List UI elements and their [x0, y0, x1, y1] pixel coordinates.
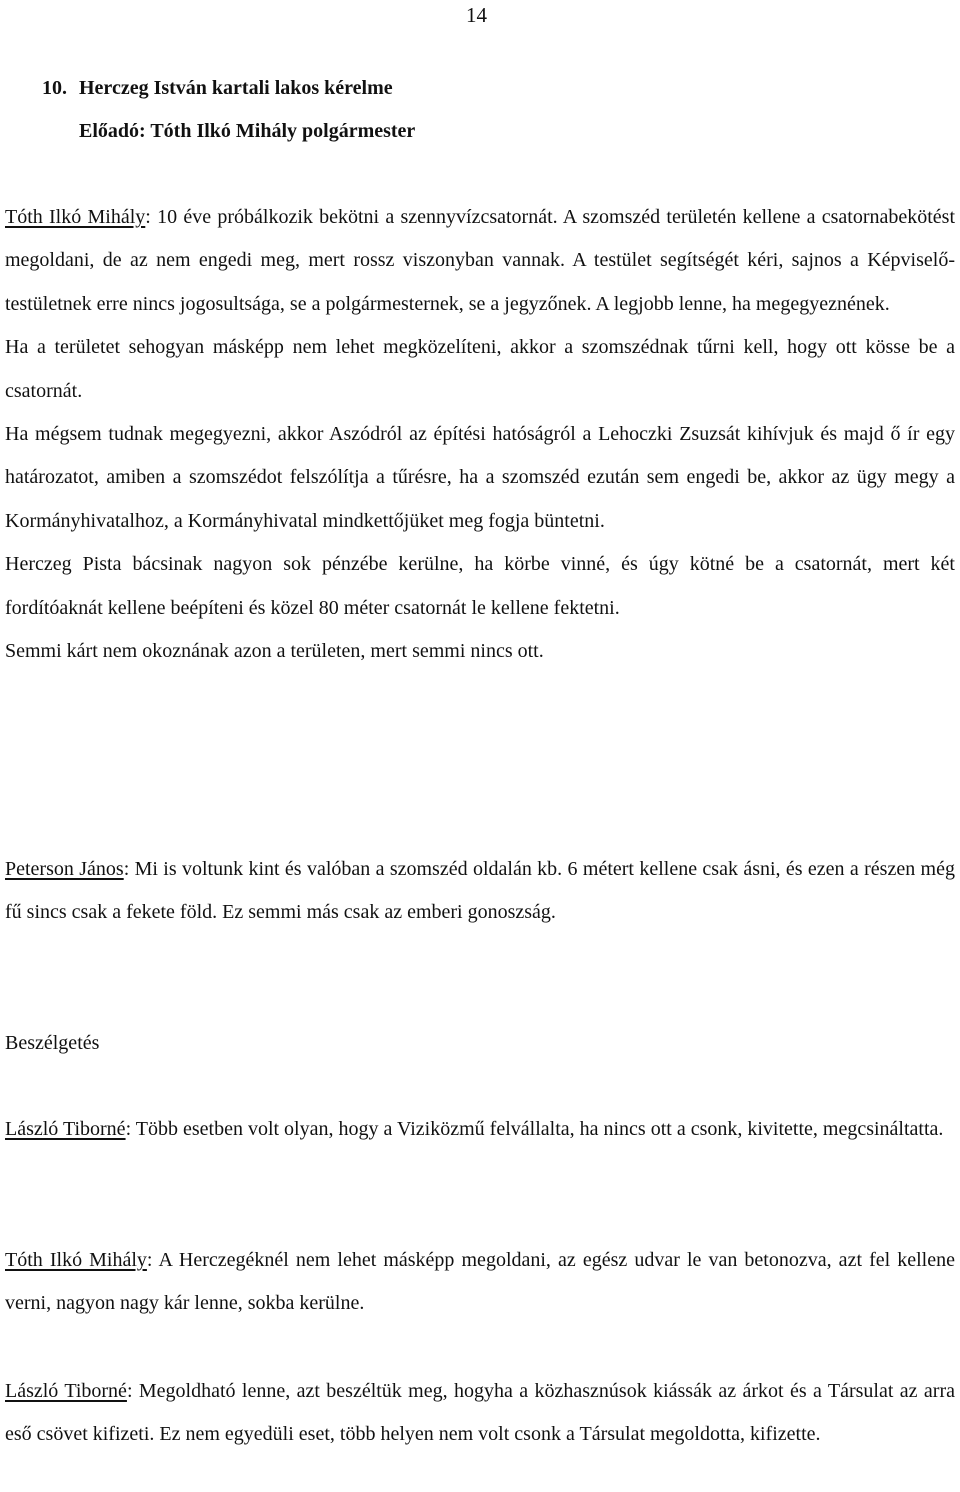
discussion-label: Beszélgetés — [5, 1032, 100, 1054]
statement-paragraph — [5, 1108, 955, 1151]
agenda-presenter: Előadó: Tóth Ilkó Mihály polgármester — [79, 120, 416, 142]
agenda-title: Herczeg István kartali lakos kérelme — [79, 77, 393, 99]
statement-text: : Megoldható lenne, azt beszéltük meg, hogyha a közhasznúsok kiássák az árkot és a Társulat az arra eső csövet kifizeti. Ez nem egyedüli eset, több helyen nem volt csonk a Társulat megoldotta, kifizette. — [5, 1380, 955, 1446]
page-number: 14 — [466, 3, 487, 27]
statement-paragraph: Ha mégsem tudnak megegyezni, akkor Aszódról az építési hatóságról a Lehoczki Zsuzsát kihívjuk és majd ő ír egy határozatot, amiben a szomszédot felszólítja a tűrésre, ha a szomszéd ezután sem engedi be, akkor az ügy megy a Kormányhivatalhoz, a Kormányhivatal mindkettőjüket meg fogja büntetni. — [5, 423, 955, 532]
statement-block — [5, 1239, 955, 1326]
statement-paragraph — [5, 196, 955, 326]
statement-paragraph — [5, 848, 955, 935]
statement-paragraph: Ha a területet sehogyan másképp nem lehet megközelíteni, akkor a szomszédnak tűrni kell, hogy ott kösse be a csatornát. — [5, 336, 955, 402]
statement-text: : Több esetben volt olyan, hogy a Viziközmű felvállalta, ha nincs ott a csonk, kivitette, megcsináltatta. — [125, 1118, 944, 1140]
statement-text: : 10 éve próbálkozik bekötni a szennyvízcsatornát. A szomszéd területén kellene a csatornabekötést megoldani, de az nem engedi meg, mert rossz viszonyban vannak. A testület segítségét kéri, sajnos a Képviselő-testületnek erre nincs jogosultsága, se a polgármesternek, se a jegyzőnek. A legjobb lenne, ha megegyeznének. — [5, 206, 956, 315]
statement-paragraph: Herczeg Pista bácsinak nagyon sok pénzébe kerülne, ha körbe vinné, és úgy kötné be a csatornát, mert két fordítóaknát kellene beépíteni és közel 80 méter csatornát le kellene fektetni. — [5, 553, 955, 619]
speaker-name: László Tiborné — [5, 1118, 126, 1140]
statement-paragraph — [5, 1370, 955, 1457]
speaker-name: Peterson János — [5, 858, 124, 880]
statement-paragraph — [5, 1239, 955, 1326]
statement-block — [5, 1370, 955, 1457]
agenda-number: 10. — [42, 77, 67, 99]
discussion-note — [5, 1022, 955, 1065]
statement-text: : A Herczegéknél nem lehet másképp megoldani, az egész udvar le van betonozva, azt fel kellene verni, nagyon nagy kár lenne, sokba kerülne. — [5, 1249, 955, 1315]
statement-paragraph: Semmi kárt nem okoznának azon a területen, mert semmi nincs ott. — [5, 640, 544, 663]
statement-block — [5, 1108, 955, 1151]
agenda-heading — [42, 75, 393, 101]
statement-block — [5, 848, 955, 935]
speaker-name: Tóth Ilkó Mihály — [5, 1249, 147, 1271]
statement-text: : Mi is voltunk kint és valóban a szomszéd oldalán kb. 6 métert kellene csak ásni, és ezen a részen még fű sincs csak a fekete föld. Ez semmi más csak az emberi gonoszság. — [5, 858, 955, 924]
statement-block — [5, 196, 955, 673]
speaker-name: László Tiborné — [5, 1380, 127, 1402]
speaker-name: Tóth Ilkó Mihály — [5, 206, 146, 228]
